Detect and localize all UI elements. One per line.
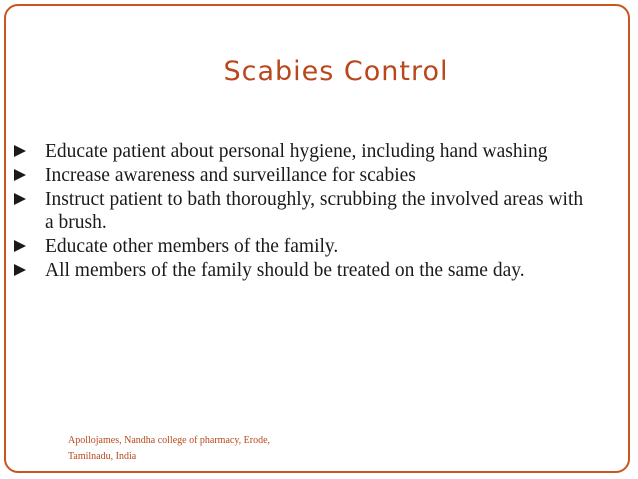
triangle-bullet-icon — [14, 169, 26, 181]
list-item — [14, 259, 594, 282]
bullet-text: Educate other members of the family. — [45, 236, 339, 257]
slide-title: Scabies Control — [223, 56, 449, 87]
bullet-text: All members of the family should be treated on the same day. — [45, 260, 525, 281]
list-item — [14, 140, 594, 163]
list-item — [14, 188, 594, 234]
bullet-text: Educate patient about personal hygiene, including hand washing — [45, 141, 548, 162]
triangle-bullet-icon — [14, 145, 26, 157]
list-item — [14, 235, 594, 258]
triangle-bullet-icon — [14, 240, 26, 252]
list-item — [14, 164, 594, 187]
bullet-text: Instruct patient to bath thoroughly, scrubbing the involved areas with a brush. — [45, 189, 584, 233]
bullet-text: Increase awareness and surveillance for scabies — [45, 165, 416, 186]
slide-footer — [68, 433, 328, 465]
footer-line-1: Apollojames, Nandha college of pharmacy, Erode, — [68, 435, 271, 446]
bullet-list — [14, 140, 594, 283]
triangle-bullet-icon — [14, 264, 26, 276]
triangle-bullet-icon — [14, 193, 26, 205]
footer-line-2: Tamilnadu, India — [68, 451, 137, 462]
